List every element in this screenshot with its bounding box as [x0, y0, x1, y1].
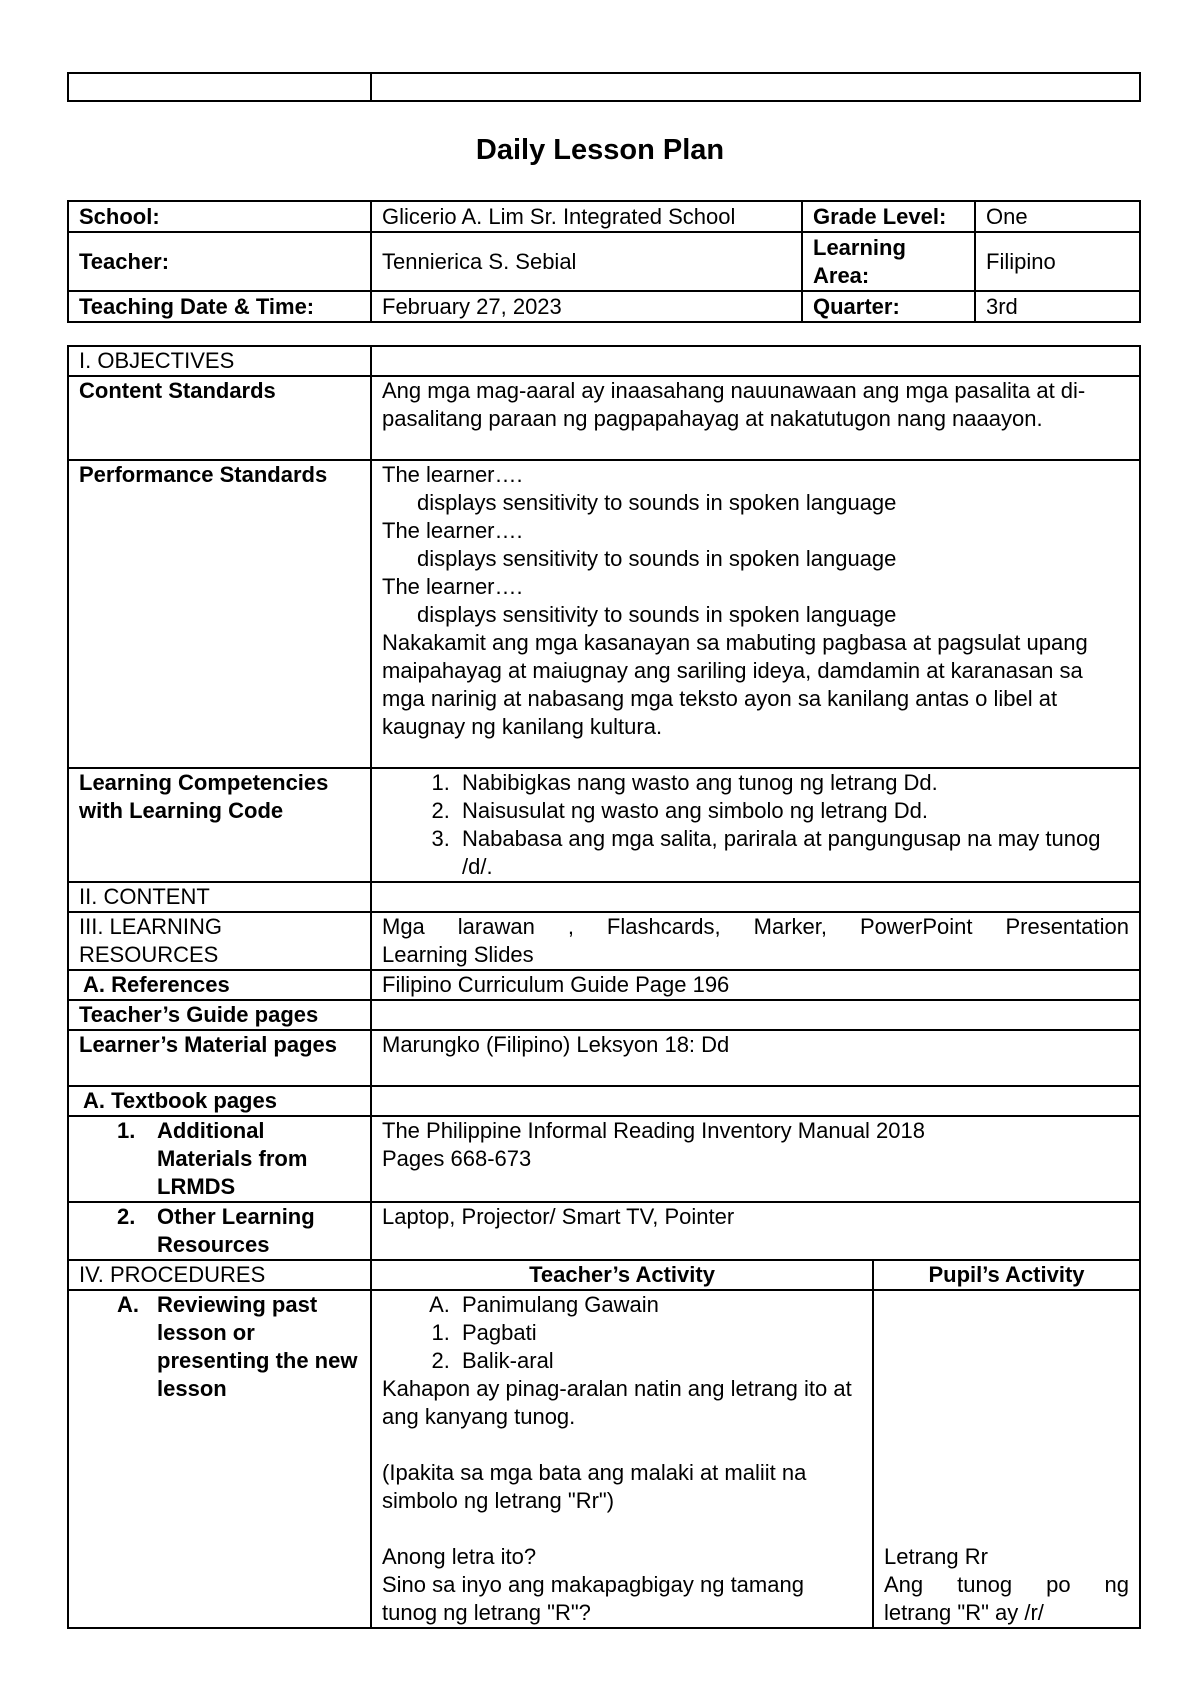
top-bar-table — [67, 72, 1141, 102]
additional-line: Pages 668-673 — [382, 1146, 532, 1171]
date-value: February 27, 2023 — [371, 291, 802, 322]
additional-line: The Philippine Informal Reading Inventory Manual 2018 — [382, 1118, 925, 1143]
pupil-activity-header: Pupil’s Activity — [873, 1260, 1140, 1290]
area-label: Learning Area: — [802, 232, 975, 291]
procedure-step-cell — [68, 1290, 371, 1628]
learning-resources-cell — [371, 912, 1140, 970]
quarter-value: 3rd — [975, 291, 1140, 322]
performance-line: The learner…. — [382, 462, 523, 487]
additional-materials-value — [371, 1116, 1140, 1202]
competency-item: 3. Nababasa ang mga salita, parirala at pangungusap na may tunog /d/. — [456, 825, 1129, 881]
references-value: Filipino Curriculum Guide Page 196 — [371, 970, 1140, 1000]
top-bar-cell-left — [68, 73, 371, 101]
pupil-answer: letrang "R" ay /r/ — [884, 1600, 1044, 1625]
teacher-value: Tennierica S. Sebial — [371, 232, 802, 291]
content-heading: II. CONTENT — [68, 882, 371, 912]
performance-line: The learner…. — [382, 518, 523, 543]
sub-steps-list — [382, 1319, 862, 1375]
performance-line: displays sensitivity to sounds in spoken language — [417, 490, 897, 515]
pupil-answer: Letrang Rr — [884, 1544, 988, 1569]
textbook-label: A. Textbook pages — [68, 1086, 371, 1116]
top-bar-cell-right — [371, 73, 1140, 101]
teachers-guide-label: Teacher’s Guide pages — [68, 1000, 371, 1030]
panimula-list — [382, 1291, 862, 1319]
pupil-activity-cell — [873, 1290, 1140, 1628]
performance-line: displays sensitivity to sounds in spoken language — [417, 602, 897, 627]
competency-item: 2. Naisusulat ng wasto ang simbolo ng letrang Dd. — [456, 797, 1129, 825]
page-title: Daily Lesson Plan — [475, 134, 725, 166]
other-resources-value: Laptop, Projector/ Smart TV, Pointer — [371, 1202, 1140, 1260]
other-resources-cell — [68, 1202, 371, 1260]
pupil-answer: Ang tunog po ng — [884, 1572, 1129, 1597]
procedures-heading: IV. PROCEDURES — [68, 1260, 371, 1290]
objectives-empty-cell — [371, 346, 1140, 376]
teacher-paragraph: Kahapon ay pinag-aralan natin ang letrang ito at ang kanyang tunog. — [382, 1376, 852, 1429]
learners-material-value: Marungko (Filipino) Leksyon 18: Dd — [371, 1030, 1140, 1086]
additional-materials-number: 1. — [117, 1118, 136, 1143]
teacher-activity-cell — [371, 1290, 873, 1628]
other-resources-number: 2. — [117, 1204, 136, 1229]
performance-paragraph: Nakakamit ang mga kasanayan sa mabuting pagbasa at pagsulat upang maipahayag at maiugnay ang sariling ideya, damdamin at karanasan sa mga narinig at nabasang mga teksto ayon sa kanilang antas o libel at kaugnay ng kanilang kultura. — [382, 630, 1088, 739]
teacher-question: Anong letra ito? — [382, 1544, 537, 1569]
textbook-value — [371, 1086, 1140, 1116]
teacher-activity-header: Teacher’s Activity — [371, 1260, 873, 1290]
resources-line: Mga larawan , Flashcards, Marker, PowerPoint Presentation — [382, 914, 1129, 939]
sub-step-item: 1. Pagbati — [456, 1319, 862, 1347]
grade-label: Grade Level: — [802, 201, 975, 232]
resources-line: Learning Slides — [382, 942, 534, 967]
teacher-paragraph: (Ipakita sa mga bata ang malaki at maliit na simbolo ng letrang "Rr") — [382, 1460, 807, 1513]
school-label: School: — [68, 201, 371, 232]
other-resources-label: Other Learning Resources — [157, 1204, 315, 1257]
quarter-label: Quarter: — [802, 291, 975, 322]
competency-item: 1. Nabibigkas nang wasto ang tunog ng letrang Dd. — [456, 769, 1129, 797]
references-label: A. References — [68, 970, 371, 1000]
competencies-cell — [371, 768, 1140, 882]
content-standards-text: Ang mga mag-aaral ay inaasahang nauunawaan ang mga pasalita at di-pasalitang paraan ng pagpapahayag at nakatutugon nang naaayon. — [371, 376, 1140, 460]
content-empty-cell — [371, 882, 1140, 912]
additional-materials-cell — [68, 1116, 371, 1202]
performance-line: The learner…. — [382, 574, 523, 599]
learning-resources-heading: III. LEARNING RESOURCES — [68, 912, 371, 970]
procedure-step-label: Reviewing past lesson or presenting the new lesson — [157, 1292, 358, 1401]
performance-standards-cell — [371, 460, 1140, 768]
header-table — [67, 200, 1141, 323]
procedure-step-letter: A. — [117, 1292, 139, 1317]
performance-line: displays sensitivity to sounds in spoken language — [417, 546, 897, 571]
school-value: Glicerio A. Lim Sr. Integrated School — [371, 201, 802, 232]
date-label: Teaching Date & Time: — [68, 291, 371, 322]
teacher-label: Teacher: — [68, 232, 371, 291]
objectives-heading: I. OBJECTIVES — [68, 346, 371, 376]
content-standards-label: Content Standards — [68, 376, 371, 460]
competencies-label: Learning Competencies with Learning Code — [68, 768, 371, 882]
sub-step-item: 2. Balik-aral — [456, 1347, 862, 1375]
lesson-table — [67, 345, 1141, 1629]
learners-material-label: Learner’s Material pages — [68, 1030, 371, 1086]
additional-materials-label: Additional Materials from LRMDS — [157, 1118, 308, 1199]
competencies-list — [382, 769, 1129, 881]
panimula-item: A. Panimulang Gawain — [456, 1291, 862, 1319]
performance-standards-label: Performance Standards — [68, 460, 371, 768]
teacher-question: Sino sa inyo ang makapagbigay ng tamang tunog ng letrang "R"? — [382, 1572, 804, 1625]
area-value: Filipino — [975, 232, 1140, 291]
grade-value: One — [975, 201, 1140, 232]
teachers-guide-value — [371, 1000, 1140, 1030]
